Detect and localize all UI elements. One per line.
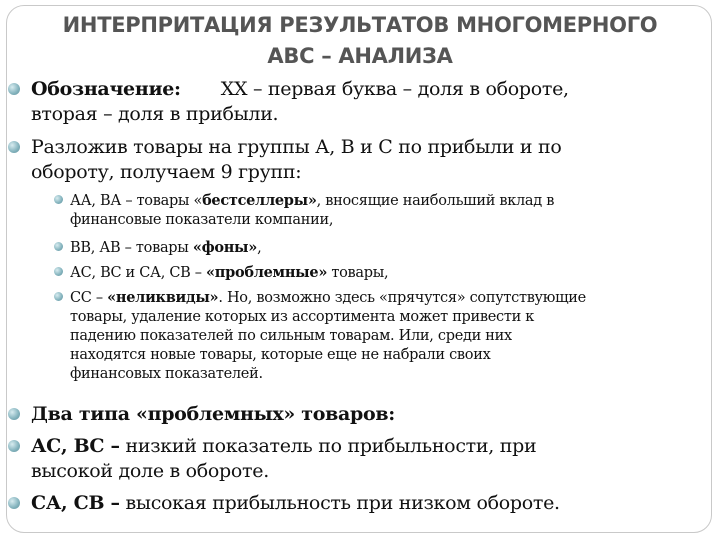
aa-bold: бестселлеры» (202, 192, 317, 209)
two-types-text: Два типа «проблемных» товаров: (31, 403, 396, 425)
bb-bold: «фоны» (192, 239, 258, 256)
sub-bullet-cc (70, 288, 700, 384)
split-text-a: Разложив товары на группы А, В и С по прибыли и по (31, 136, 562, 158)
ac-post: товары, (327, 265, 389, 281)
cacb-text: высокая прибыльность при низком обороте. (119, 492, 560, 514)
bullet-icon (8, 141, 20, 153)
sub-bullet-ac (70, 263, 700, 283)
cc-pre: СС – (70, 290, 108, 306)
bullet-icon (54, 195, 63, 204)
cc-cont-3: находятся новые товары, которые еще не набрали своих (70, 347, 491, 363)
cc-bold: «неликвиды» (107, 289, 219, 306)
aa-pre: АА, ВА – товары « (70, 193, 203, 209)
bullet-icon (8, 497, 20, 509)
ac-pre: АС, ВС и СА, СВ – (70, 265, 207, 281)
bullet-icon (8, 440, 20, 452)
slide-title (0, 10, 720, 72)
acbc-text-a: низкий показатель по прибыльности, при (119, 435, 537, 457)
bullet-acbc (31, 434, 681, 484)
cc-cont-1: товары, удаление которых из ассортимента может привести к (70, 309, 535, 325)
cc-cont-4: финансовых показателей. (70, 366, 263, 382)
bullet-notation (31, 77, 681, 127)
bb-pre: ВВ, АВ – товары (70, 240, 193, 256)
bullet-icon (8, 408, 20, 420)
notation-text-b: вторая – доля в прибыли. (31, 103, 279, 125)
bullet-icon (54, 242, 63, 251)
notation-text-a: ХХ – первая буква – доля в обороте, (220, 78, 569, 100)
bullet-icon (8, 83, 20, 95)
cc-post: . Но, возможно здесь «прячутся» сопутствующие (218, 290, 586, 306)
aa-post: , вносящие наибольший вклад в (316, 193, 555, 209)
title-line-1: ИНТЕРПРИТАЦИЯ РЕЗУЛЬТАТОВ МНОГОМЕРНОГО (62, 13, 658, 37)
cacb-bold: СА, СВ – (31, 492, 120, 514)
title-line-2: АВС – АНАЛИЗА (267, 44, 453, 68)
notation-label: Обозначение: (31, 78, 181, 100)
bb-post: , (257, 240, 262, 256)
sub-bullet-bb (70, 238, 700, 258)
aa-cont: финансовые показатели компании, (70, 212, 334, 228)
bullet-two-types (31, 402, 681, 427)
bullet-icon (54, 267, 63, 276)
acbc-bold: АС, ВС – (31, 435, 120, 457)
cc-cont-2: падению показателей по сильным товарам. Или, среди них (70, 328, 512, 344)
bullet-split (31, 135, 681, 185)
sub-bullet-aa (70, 191, 700, 230)
bullet-icon (54, 292, 63, 301)
split-text-b: обороту, получаем 9 групп: (31, 161, 302, 183)
bullet-cacb (31, 491, 681, 516)
acbc-text-b: высокой доле в обороте. (31, 460, 269, 482)
ac-bold: «проблемные» (206, 264, 328, 281)
